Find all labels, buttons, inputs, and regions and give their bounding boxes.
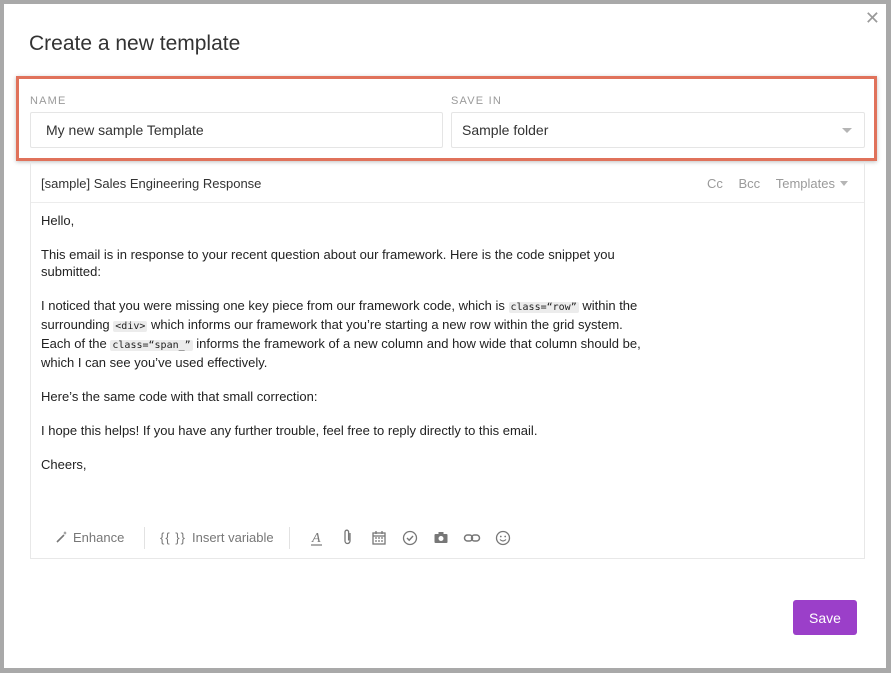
save-button[interactable]: Save: [793, 600, 857, 635]
svg-text:A: A: [312, 531, 321, 546]
link-icon[interactable]: [461, 527, 483, 549]
subject-bar: [31, 162, 864, 203]
insert-variable-button[interactable]: [160, 530, 274, 545]
create-template-modal: [4, 4, 886, 668]
braces-icon: {{ }}: [160, 530, 186, 545]
code-snippet: <div>: [115, 321, 146, 332]
templates-dropdown[interactable]: [776, 176, 848, 191]
code-snippet: class=“row”: [510, 302, 577, 313]
toolbar-divider: [289, 527, 290, 549]
paperclip-icon[interactable]: [337, 527, 359, 549]
enhance-label: Enhance: [73, 530, 125, 545]
save-in-select[interactable]: [451, 112, 865, 148]
body-paragraph-3: Here’s the same code with that small correction:: [41, 389, 318, 404]
cc-button[interactable]: Cc: [706, 176, 723, 191]
smiley-icon[interactable]: [492, 527, 514, 549]
subject-input[interactable]: [sample] Sales Engineering Response: [41, 176, 262, 191]
email-body[interactable]: [41, 212, 641, 490]
check-circle-icon[interactable]: [399, 527, 421, 549]
chevron-down-icon: [842, 128, 852, 133]
modal-title: Create a new template: [29, 32, 241, 55]
bcc-button[interactable]: Bcc: [738, 176, 761, 191]
name-label: NAME: [30, 95, 67, 107]
body-paragraph-1: This email is in response to your recent question about our framework. Here is the code snippet you submitted:: [41, 247, 615, 279]
body-greeting: Hello,: [41, 213, 75, 228]
magic-wand-icon: [55, 530, 69, 544]
templates-label: Templates: [775, 176, 835, 191]
name-input[interactable]: My new sample Template: [30, 112, 443, 148]
camera-icon[interactable]: [430, 527, 452, 549]
enhance-button[interactable]: [55, 530, 124, 545]
save-in-value: Sample folder: [462, 122, 549, 138]
save-in-label: SAVE IN: [451, 95, 502, 107]
close-icon[interactable]: ✕: [864, 8, 880, 28]
body-signoff: Cheers,: [41, 457, 87, 472]
text-format-icon[interactable]: [306, 527, 328, 549]
insert-variable-label: Insert variable: [191, 530, 274, 545]
calendar-icon[interactable]: [368, 527, 390, 549]
email-editor: [30, 162, 865, 559]
body-paragraph-4: I hope this helps! If you have any further trouble, feel free to reply directly to this email.: [41, 423, 538, 438]
caret-down-icon: [840, 181, 848, 186]
body-paragraph-2: I noticed that you were missing one key piece from our framework code, which is class=“row” within the surrounding <div> which informs our framework that you’re starting a new row within the grid system. Each of the class=“span_” informs the framework of a new column and how wide that column should be, which I can see you’ve used effectively.: [41, 298, 641, 370]
toolbar-divider: [144, 527, 145, 549]
code-snippet: class=“span_”: [112, 340, 191, 351]
